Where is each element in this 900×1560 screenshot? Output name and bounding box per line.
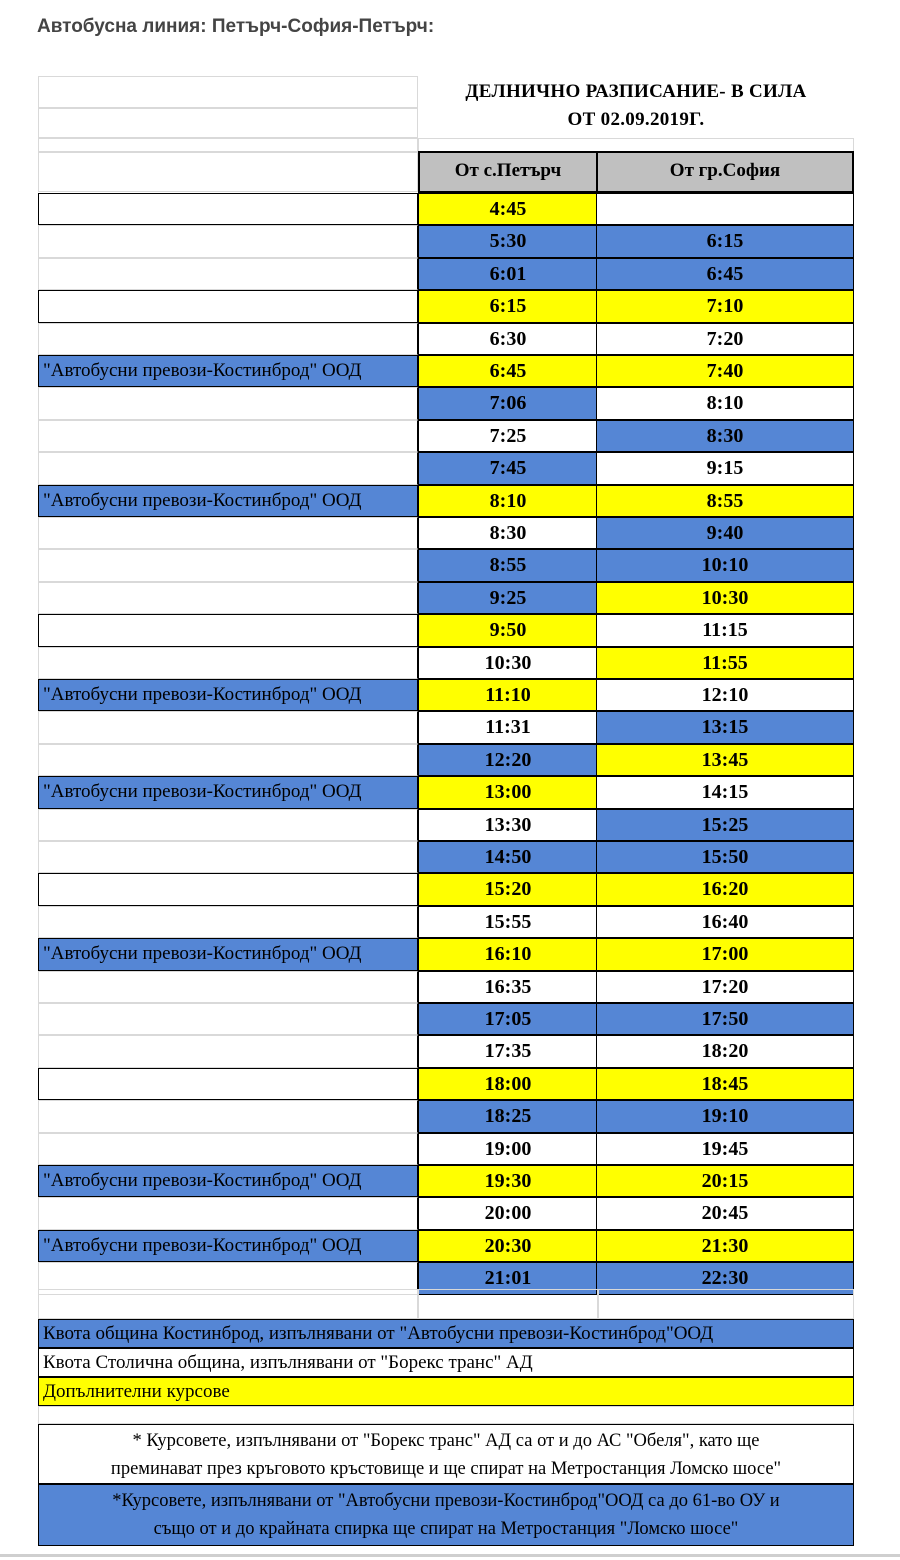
row-label-cell bbox=[38, 582, 418, 614]
row-label-cell bbox=[38, 1035, 418, 1068]
departure-sofia: 17:00 bbox=[596, 938, 854, 971]
departure-petarch: 8:10 bbox=[418, 485, 598, 517]
departure-sofia: 17:50 bbox=[596, 1003, 854, 1035]
departure-sofia: 7:20 bbox=[596, 323, 854, 355]
grid-cell bbox=[38, 152, 418, 192]
departure-petarch: 7:25 bbox=[418, 420, 598, 452]
departure-sofia: 9:40 bbox=[596, 517, 854, 549]
departure-sofia: 9:15 bbox=[596, 452, 854, 485]
row-label-cell bbox=[38, 549, 418, 582]
departure-sofia: 6:45 bbox=[596, 258, 854, 290]
row-label-cell bbox=[38, 1068, 418, 1100]
row-label-cell bbox=[38, 290, 418, 323]
departure-sofia: 17:20 bbox=[596, 971, 854, 1003]
row-label-cell bbox=[38, 614, 418, 647]
departure-petarch: 18:00 bbox=[418, 1068, 598, 1100]
grid-cell bbox=[598, 1289, 854, 1319]
departure-petarch: 13:30 bbox=[418, 809, 598, 841]
departure-sofia: 20:45 bbox=[596, 1197, 854, 1230]
departure-petarch: 6:01 bbox=[418, 258, 598, 290]
departure-sofia: 11:55 bbox=[596, 647, 854, 679]
departure-sofia: 11:15 bbox=[596, 614, 854, 647]
departure-petarch: 20:30 bbox=[418, 1230, 598, 1262]
departure-sofia: 16:20 bbox=[596, 873, 854, 906]
departure-petarch: 20:00 bbox=[418, 1197, 598, 1230]
operator-label: "Автобусни превози-Костинброд" ООД bbox=[38, 485, 418, 517]
departure-petarch: 19:30 bbox=[418, 1165, 598, 1197]
departure-sofia: 12:10 bbox=[596, 679, 854, 711]
departure-sofia: 21:30 bbox=[596, 1230, 854, 1262]
schedule-title-line1: ДЕЛНИЧНО РАЗПИСАНИЕ- В СИЛА bbox=[465, 81, 807, 102]
departure-petarch: 19:00 bbox=[418, 1133, 598, 1165]
departure-petarch: 14:50 bbox=[418, 841, 598, 873]
departure-petarch: 9:25 bbox=[418, 582, 598, 614]
departure-sofia: 8:55 bbox=[596, 485, 854, 517]
departure-petarch: 15:55 bbox=[418, 906, 598, 938]
departure-sofia: 14:15 bbox=[596, 776, 854, 809]
row-label-cell bbox=[38, 647, 418, 679]
operator-label: "Автобусни превози-Костинброд" ООД bbox=[38, 776, 418, 809]
row-label-cell bbox=[38, 1197, 418, 1230]
departure-petarch: 17:05 bbox=[418, 1003, 598, 1035]
schedule-title bbox=[418, 78, 854, 136]
row-label-cell bbox=[38, 323, 418, 355]
row-label-cell bbox=[38, 193, 418, 225]
departure-petarch: 18:25 bbox=[418, 1100, 598, 1133]
legend-white: Квота Столична община, изпълнявани от "Борекс транс" АД bbox=[38, 1348, 854, 1377]
schedule-title-line2: ОТ 02.09.2019Г. bbox=[567, 109, 705, 130]
departure-petarch: 8:30 bbox=[418, 517, 598, 549]
departure-sofia: 19:45 bbox=[596, 1133, 854, 1165]
departure-sofia: 18:20 bbox=[596, 1035, 854, 1068]
row-label-cell bbox=[38, 225, 418, 258]
schedule-sheet bbox=[38, 76, 854, 1548]
departure-sofia: 16:40 bbox=[596, 906, 854, 938]
departure-sofia: 15:50 bbox=[596, 841, 854, 873]
operator-label: "Автобусни превози-Костинброд" ООД bbox=[38, 679, 418, 711]
row-label-cell bbox=[38, 906, 418, 938]
departure-petarch: 6:30 bbox=[418, 323, 598, 355]
note-kostinbrod bbox=[38, 1484, 854, 1546]
departure-petarch: 4:45 bbox=[418, 193, 598, 225]
note-borex-line2: преминават през кръговото кръстовище и ще спират на Метростанция Ломско шосе" bbox=[110, 1459, 782, 1479]
grid-cell bbox=[38, 76, 418, 108]
departure-petarch: 21:01 bbox=[418, 1262, 598, 1295]
row-label-cell bbox=[38, 420, 418, 452]
operator-label: "Автобусни превози-Костинброд" ООД bbox=[38, 1165, 418, 1197]
row-label-cell bbox=[38, 971, 418, 1003]
departure-petarch: 17:35 bbox=[418, 1035, 598, 1068]
bottom-rule bbox=[0, 1554, 900, 1557]
row-label-cell bbox=[38, 809, 418, 841]
departure-sofia: 7:40 bbox=[596, 355, 854, 387]
row-label-cell bbox=[38, 744, 418, 776]
grid-cell bbox=[418, 138, 854, 152]
legend-yellow: Допълнителни курсове bbox=[38, 1377, 854, 1406]
row-label-cell bbox=[38, 258, 418, 290]
departure-sofia: 13:15 bbox=[596, 711, 854, 744]
grid-cell bbox=[38, 108, 418, 138]
row-label-cell bbox=[38, 1133, 418, 1165]
row-label-cell bbox=[38, 1100, 418, 1133]
departure-petarch: 10:30 bbox=[418, 647, 598, 679]
departure-sofia: 15:25 bbox=[596, 809, 854, 841]
departure-petarch: 7:06 bbox=[418, 387, 598, 420]
departure-sofia: 13:45 bbox=[596, 744, 854, 776]
grid-cell bbox=[38, 1289, 418, 1319]
row-label-cell bbox=[38, 452, 418, 485]
departure-sofia: 10:30 bbox=[596, 582, 854, 614]
row-label-cell bbox=[38, 873, 418, 906]
departure-petarch: 7:45 bbox=[418, 452, 598, 485]
departure-petarch: 16:35 bbox=[418, 971, 598, 1003]
departure-sofia: 19:10 bbox=[596, 1100, 854, 1133]
row-label-cell bbox=[38, 841, 418, 873]
departure-petarch: 5:30 bbox=[418, 225, 598, 258]
operator-label: "Автобусни превози-Костинброд" ООД bbox=[38, 938, 418, 971]
departure-sofia: 20:15 bbox=[596, 1165, 854, 1197]
note-kostinbrod-line2: също от и до крайната спирка ще спират на Метростанция "Ломско шосе" bbox=[153, 1519, 739, 1539]
departure-petarch: 16:10 bbox=[418, 938, 598, 971]
column-header-sofia: От гр.София bbox=[596, 151, 854, 193]
page-title: Автобусна линия: Петърч-София-Петърч: bbox=[37, 16, 435, 37]
note-kostinbrod-line1: *Курсовете, изпълнявани от "Автобусни превози-Костинброд"ООД са до 61-во ОУ и bbox=[112, 1491, 780, 1511]
departure-sofia: 7:10 bbox=[596, 290, 854, 323]
grid-cell bbox=[418, 1289, 598, 1319]
departure-petarch: 9:50 bbox=[418, 614, 598, 647]
departure-sofia bbox=[596, 193, 854, 225]
departure-petarch: 15:20 bbox=[418, 873, 598, 906]
grid-cell bbox=[38, 1406, 854, 1424]
note-borex-line1: * Курсовете, изпълнявани от "Борекс транс" АД са от и до АС "Обеля", като ще bbox=[132, 1431, 760, 1451]
departure-sofia: 10:10 bbox=[596, 549, 854, 582]
operator-label: "Автобусни превози-Костинброд" ООД bbox=[38, 1230, 418, 1262]
departure-petarch: 12:20 bbox=[418, 744, 598, 776]
departure-sofia: 22:30 bbox=[596, 1262, 854, 1295]
departure-sofia: 6:15 bbox=[596, 225, 854, 258]
departure-sofia: 8:10 bbox=[596, 387, 854, 420]
row-label-cell bbox=[38, 517, 418, 549]
operator-label: "Автобусни превози-Костинброд" ООД bbox=[38, 355, 418, 387]
row-label-cell bbox=[38, 711, 418, 744]
note-borex bbox=[38, 1424, 854, 1484]
departure-petarch: 11:31 bbox=[418, 711, 598, 744]
departure-petarch: 11:10 bbox=[418, 679, 598, 711]
departure-sofia: 8:30 bbox=[596, 420, 854, 452]
departure-petarch: 6:45 bbox=[418, 355, 598, 387]
grid-cell bbox=[38, 138, 418, 152]
departure-petarch: 8:55 bbox=[418, 549, 598, 582]
departure-petarch: 6:15 bbox=[418, 290, 598, 323]
legend-blue: Квота община Костинброд, изпълнявани от "Автобусни превози-Костинброд"ООД bbox=[38, 1319, 854, 1348]
departure-petarch: 13:00 bbox=[418, 776, 598, 809]
column-header-petarch: От с.Петърч bbox=[418, 151, 598, 193]
departure-sofia: 18:45 bbox=[596, 1068, 854, 1100]
row-label-cell bbox=[38, 387, 418, 420]
row-label-cell bbox=[38, 1003, 418, 1035]
